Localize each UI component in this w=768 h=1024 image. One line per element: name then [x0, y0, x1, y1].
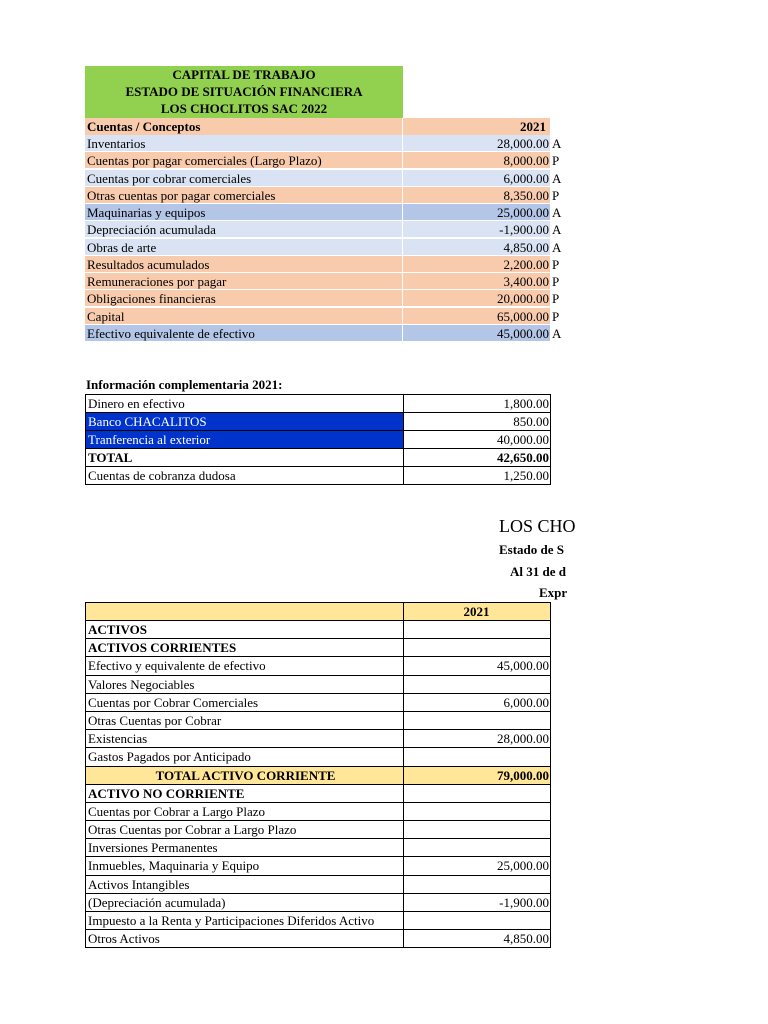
- balance-header-row: [86, 603, 551, 621]
- account-label[interactable]: Efectivo equivalente de efectivo: [85, 325, 403, 342]
- balance-label[interactable]: ACTIVOS CORRIENTES: [86, 639, 404, 657]
- account-row: [85, 204, 570, 221]
- account-value[interactable]: -1,900.00: [403, 221, 550, 238]
- account-value[interactable]: 4,850.00: [403, 239, 550, 256]
- accounts-header-row: [85, 118, 550, 135]
- complementary-row: [86, 431, 551, 449]
- account-row: [85, 290, 570, 307]
- balance-label[interactable]: ACTIVO NO CORRIENTE: [86, 785, 404, 803]
- account-row: [85, 308, 570, 325]
- balance-row: [86, 694, 551, 712]
- balance-table: [85, 602, 551, 948]
- complementary-value[interactable]: 40,000.00: [404, 431, 551, 449]
- balance-label[interactable]: Otras Cuentas por Cobrar a Largo Plazo: [86, 821, 404, 839]
- balance-label[interactable]: (Depreciación acumulada): [86, 894, 404, 912]
- account-row: [85, 273, 570, 290]
- account-value[interactable]: 8,000.00: [403, 152, 550, 169]
- complementary-label[interactable]: Banco CHACALITOS: [86, 413, 404, 431]
- balance-value[interactable]: [404, 821, 551, 839]
- complementary-label[interactable]: Cuentas de cobranza dudosa: [86, 467, 404, 485]
- account-value[interactable]: 6,000.00: [403, 170, 550, 187]
- account-value[interactable]: 8,350.00: [403, 187, 550, 204]
- balance-row: [86, 657, 551, 675]
- complementary-value[interactable]: 1,800.00: [404, 395, 551, 413]
- account-row: [85, 325, 570, 342]
- account-type[interactable]: A: [552, 325, 562, 341]
- balance-value[interactable]: 6,000.00: [404, 694, 551, 712]
- account-row: [85, 135, 570, 152]
- account-row: [85, 221, 570, 238]
- account-type[interactable]: A: [552, 205, 562, 220]
- account-label[interactable]: Obligaciones financieras: [85, 290, 403, 307]
- balance-value[interactable]: [404, 876, 551, 894]
- account-label[interactable]: Cuentas por pagar comerciales (Largo Plazo): [85, 152, 403, 169]
- account-type[interactable]: A: [552, 239, 562, 255]
- balance-row: [86, 785, 551, 803]
- balance-value[interactable]: [404, 712, 551, 730]
- account-type[interactable]: P: [552, 291, 560, 307]
- accounts-header-label[interactable]: Cuentas / Conceptos: [85, 118, 403, 135]
- report-currency: Expr: [539, 585, 568, 600]
- complementary-table: [85, 394, 551, 485]
- balance-value[interactable]: [404, 785, 551, 803]
- account-row: [85, 239, 570, 256]
- account-row: [85, 170, 570, 187]
- account-row: [85, 187, 570, 204]
- balance-label[interactable]: Impuesto a la Renta y Participaciones Diferidos Activo: [86, 912, 404, 930]
- report-company: LOS CHO: [499, 516, 576, 536]
- account-value[interactable]: 28,000.00: [403, 135, 550, 152]
- account-value[interactable]: 45,000.00: [403, 325, 550, 342]
- complementary-label[interactable]: TOTAL: [86, 449, 404, 467]
- balance-label[interactable]: Efectivo y equivalente de efectivo: [86, 657, 404, 675]
- accounts-header-year[interactable]: 2021: [520, 119, 546, 134]
- balance-value[interactable]: 45,000.00: [404, 657, 551, 675]
- balance-header-empty[interactable]: [86, 603, 404, 621]
- balance-label[interactable]: Otros Activos: [86, 930, 404, 948]
- balance-row: [86, 857, 551, 875]
- balance-value[interactable]: [404, 803, 551, 821]
- balance-label[interactable]: ACTIVOS: [86, 621, 404, 639]
- balance-value[interactable]: 25,000.00: [404, 857, 551, 875]
- balance-label[interactable]: TOTAL ACTIVO CORRIENTE: [86, 767, 404, 785]
- title-line-1: CAPITAL DE TRABAJO: [172, 67, 316, 82]
- report-header: [480, 510, 576, 610]
- account-label[interactable]: Inventarios: [85, 135, 403, 152]
- balance-row: [86, 748, 551, 766]
- complementary-row: [86, 467, 551, 485]
- balance-row: [86, 912, 551, 930]
- balance-row: [86, 712, 551, 730]
- account-type[interactable]: P: [552, 187, 560, 203]
- balance-label[interactable]: Valores Negociables: [86, 676, 404, 694]
- balance-row: [86, 821, 551, 839]
- account-label[interactable]: Capital: [85, 308, 403, 325]
- account-label[interactable]: Remuneraciones por pagar: [85, 273, 403, 290]
- balance-row: [86, 621, 551, 639]
- balance-value[interactable]: 4,850.00: [404, 930, 551, 948]
- complementary-value[interactable]: 42,650.00: [404, 449, 551, 467]
- balance-value[interactable]: [404, 676, 551, 694]
- balance-value[interactable]: [404, 621, 551, 639]
- balance-value[interactable]: [404, 839, 551, 857]
- balance-label[interactable]: Cuentas por Cobrar Comerciales: [86, 694, 404, 712]
- account-value[interactable]: 20,000.00: [403, 290, 550, 307]
- balance-row: [86, 676, 551, 694]
- balance-value[interactable]: -1,900.00: [404, 894, 551, 912]
- complementary-heading: Información complementaria 2021:: [86, 377, 283, 392]
- balance-label[interactable]: Activos Intangibles: [86, 876, 404, 894]
- account-row: [85, 256, 570, 273]
- report-title: Estado de S: [499, 542, 565, 557]
- balance-row: [86, 767, 551, 785]
- account-label[interactable]: Cuentas por cobrar comerciales: [85, 170, 403, 187]
- complementary-row: [86, 449, 551, 467]
- account-type[interactable]: A: [552, 170, 562, 186]
- balance-header-year[interactable]: 2021: [404, 603, 551, 621]
- balance-label[interactable]: Inversiones Permanentes: [86, 839, 404, 857]
- balance-row: [86, 639, 551, 657]
- report-date: Al 31 de d: [510, 564, 566, 579]
- balance-value[interactable]: [404, 639, 551, 657]
- account-label[interactable]: Resultados acumulados: [85, 256, 403, 273]
- balance-value[interactable]: 28,000.00: [404, 730, 551, 748]
- complementary-value[interactable]: 1,250.00: [404, 467, 551, 485]
- account-label[interactable]: Otras cuentas por pagar comerciales: [85, 187, 403, 204]
- account-row: [85, 152, 570, 169]
- account-value[interactable]: 2,200.00: [403, 256, 550, 273]
- complementary-label[interactable]: Dinero en efectivo: [86, 395, 404, 413]
- balance-label[interactable]: Existencias: [86, 730, 404, 748]
- account-type[interactable]: P: [552, 308, 560, 324]
- account-label[interactable]: Depreciación acumulada: [85, 221, 403, 238]
- balance-value[interactable]: 79,000.00: [404, 767, 551, 785]
- account-value[interactable]: 25,000.00: [403, 204, 550, 221]
- account-label[interactable]: Maquinarias y equipos: [85, 204, 403, 221]
- complementary-row: [86, 395, 551, 413]
- account-value[interactable]: 3,400.00: [403, 273, 550, 290]
- account-type[interactable]: A: [552, 136, 562, 151]
- account-type[interactable]: A: [552, 222, 562, 238]
- account-value[interactable]: 65,000.00: [403, 308, 550, 325]
- account-type[interactable]: P: [552, 274, 560, 289]
- balance-row: [86, 803, 551, 821]
- complementary-row: [86, 413, 551, 431]
- account-label[interactable]: Obras de arte: [85, 239, 403, 256]
- balance-row: [86, 894, 551, 912]
- balance-label[interactable]: Gastos Pagados por Anticipado: [86, 748, 404, 766]
- balance-row: [86, 876, 551, 894]
- balance-label[interactable]: Otras Cuentas por Cobrar: [86, 712, 404, 730]
- complementary-label[interactable]: Tranferencia al exterior: [86, 431, 404, 449]
- complementary-value[interactable]: 850.00: [404, 413, 551, 431]
- balance-label[interactable]: Cuentas por Cobrar a Largo Plazo: [86, 803, 404, 821]
- title-block: [85, 66, 403, 118]
- balance-row: [86, 730, 551, 748]
- balance-value[interactable]: [404, 748, 551, 766]
- title-line-2: ESTADO DE SITUACIÓN FINANCIERA: [125, 84, 363, 99]
- account-type[interactable]: P: [552, 153, 560, 169]
- balance-value[interactable]: [404, 912, 551, 930]
- balance-row: [86, 839, 551, 857]
- balance-row: [86, 930, 551, 948]
- account-type[interactable]: P: [552, 256, 560, 272]
- title-line-3: LOS CHOCLITOS SAC 2022: [160, 101, 328, 116]
- balance-label[interactable]: Inmuebles, Maquinaria y Equipo: [86, 857, 404, 875]
